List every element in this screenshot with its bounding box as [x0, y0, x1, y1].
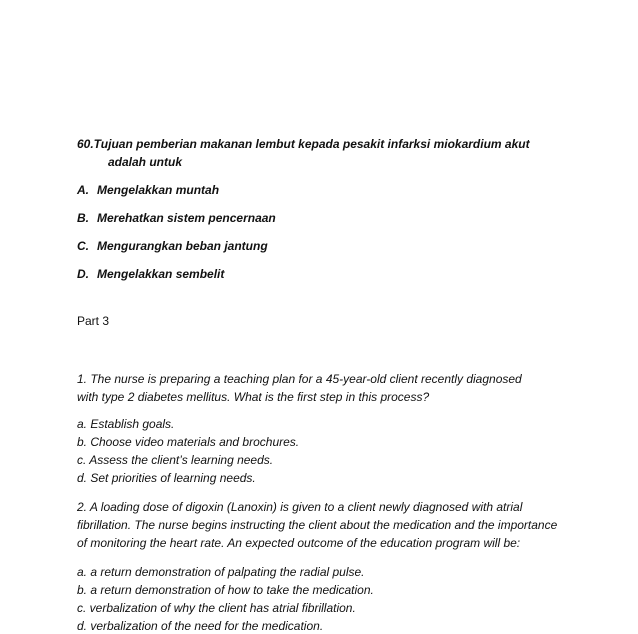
question-60-option-c: [77, 239, 268, 254]
question-1-option-d: d. Set priorities of learning needs.: [77, 471, 256, 485]
option-text: Mengurangkan beban jantung: [97, 239, 268, 253]
option-letter: B.: [77, 211, 89, 225]
question-1-option-b: b. Choose video materials and brochures.: [77, 435, 300, 449]
question-60-option-b: [77, 211, 276, 226]
question-2-option-b: b. a return demonstration of how to take the medication.: [77, 583, 374, 597]
option-letter: D.: [77, 267, 89, 281]
question-1-option-c: c. Assess the client’s learning needs.: [77, 453, 274, 467]
question-2-option-d: d. verbalization of the need for the medication.: [77, 619, 324, 633]
option-letter: A.: [77, 183, 89, 197]
question-60-option-d: [77, 267, 224, 282]
question-2-text-continued: fibrillation. The nurse begins instructing the client about the medication and the importance: [77, 518, 558, 532]
option-text: Mengelakkan sembelit: [97, 267, 225, 281]
question-2-option-c: c. verbalization of why the client has atrial fibrillation.: [77, 601, 356, 615]
question-1-text-continued: with type 2 diabetes mellitus. What is the first step in this process?: [77, 390, 430, 404]
question-2-text: 2. A loading dose of digoxin (Lanoxin) is given to a client newly diagnosed with atrial: [77, 500, 523, 514]
question-2-text-continued: of monitoring the heart rate. An expected outcome of the education program will be:: [77, 536, 521, 550]
question-60-option-a: [77, 183, 219, 198]
option-text: Mengelakkan muntah: [97, 183, 220, 197]
question-60-text: 60.Tujuan pemberian makanan lembut kepada pesakit infarksi miokardium akut: [77, 137, 530, 151]
question-60-text-continued: adalah untuk: [108, 155, 183, 169]
option-text: Merehatkan sistem pencernaan: [97, 211, 276, 225]
question-1-text: 1. The nurse is preparing a teaching plan for a 45-year-old client recently diagnosed: [77, 372, 522, 386]
question-2-option-a: a. a return demonstration of palpating the radial pulse.: [77, 565, 365, 579]
option-letter: C.: [77, 239, 89, 253]
question-1-option-a: a. Establish goals.: [77, 417, 175, 431]
section-heading-part-3: Part 3: [77, 314, 110, 328]
